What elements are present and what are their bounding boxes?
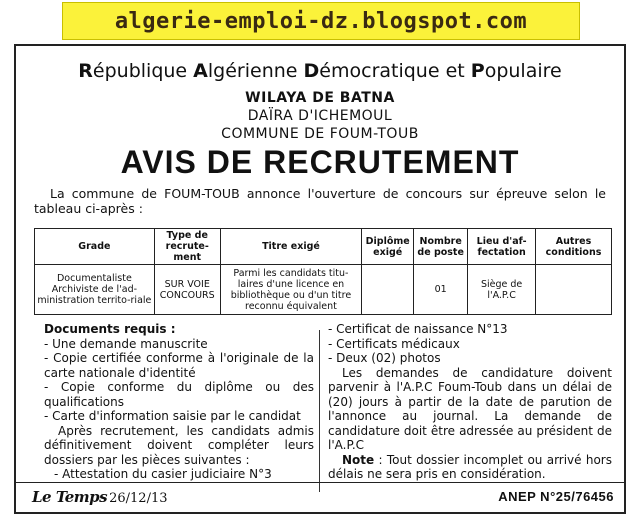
cell-autres xyxy=(536,265,612,315)
list-item: - Certificats médicaux xyxy=(328,336,460,351)
list-item: - Copie certifiée conforme à l'originale de la carte nationale d'identité xyxy=(44,351,314,380)
documents-title: Documents requis : xyxy=(44,322,176,336)
announcement-frame xyxy=(14,44,626,514)
conditions-column xyxy=(328,322,612,482)
col-header-titre: Titre exigé xyxy=(220,229,362,265)
publication-date: 26/12/13 xyxy=(109,491,168,506)
site-url: algerie-emploi-dz.blogspot.com xyxy=(114,8,528,34)
commune-heading: COMMUNE DE FOUM-TOUB xyxy=(221,126,419,142)
list-item: - Deux (02) photos xyxy=(328,351,441,365)
col-header-type: Type de recrute-ment xyxy=(154,229,220,265)
cell-diplome xyxy=(362,265,414,315)
list-item: - Carte d'information saisie par le candidat xyxy=(44,409,301,423)
table-header-row xyxy=(35,229,612,265)
cell-lieu: Siège de l'A.P.C xyxy=(468,265,536,315)
newspaper-logo: Le Temps xyxy=(32,488,108,506)
cell-grade: Documentaliste Archiviste de l'ad-ministration territo-riale xyxy=(35,265,155,315)
col-header-lieu: Lieu d'af-fectation xyxy=(468,229,536,265)
table-row xyxy=(35,265,612,315)
recruitment-table xyxy=(34,228,612,315)
list-item: - Copie conforme du diplôme ou des qualifications xyxy=(44,380,314,409)
wilaya-heading: WILAYA DE BATNA xyxy=(245,90,395,106)
col-header-diplome: Diplôme exigé xyxy=(362,229,414,265)
cell-type: SUR VOIE CONCOURS xyxy=(154,265,220,315)
cell-titre: Parmi les candidats titu-laires d'une licence en bibliothèque ou d'un titre reconnu équivalent xyxy=(220,265,362,315)
note-label: Note xyxy=(342,452,375,467)
list-item: - Une demande manuscrite xyxy=(44,336,208,351)
note-text: : Tout dossier incomplet ou arrivé hors délais ne sera pris en considération. xyxy=(328,452,612,481)
daira-heading: DAÏRA D'ICHEMOUL xyxy=(247,108,393,124)
col-header-grade: Grade xyxy=(35,229,155,265)
footer-divider xyxy=(16,482,624,483)
page-title: AVIS DE RECRUTEMENT xyxy=(120,144,520,180)
col-header-autres: Autres conditions xyxy=(536,229,612,265)
col-header-nombre: Nombre de poste xyxy=(414,229,468,265)
republic-heading: République Algérienne Démocratique et Populaire xyxy=(78,60,562,82)
anep-reference: ANEP N°25/76456 xyxy=(498,489,614,504)
documents-column xyxy=(44,322,314,482)
column-divider xyxy=(319,330,320,492)
deadline-paragraph: Les demandes de candidature doivent parvenir à l'A.P.C Foum-Toub dans un délai de (20) jours à partir de la date de parution de l'annonce au journal. La demande de candidature doit être adressée au président de l'A.P.C xyxy=(328,365,612,452)
note-paragraph xyxy=(328,453,612,482)
list-item: - Certificat de naissance N°13 xyxy=(328,322,508,336)
intro-paragraph: La commune de FOUM-TOUB annonce l'ouverture de concours sur épreuve selon le tableau ci-après : xyxy=(34,186,606,216)
cell-nombre: 01 xyxy=(414,265,468,315)
list-item: - Attestation du casier judiciaire N°3 xyxy=(54,467,272,481)
newspaper-credit xyxy=(32,488,168,506)
site-banner xyxy=(62,2,580,40)
after-recruitment-paragraph: Après recrutement, les candidats admis définitivement doivent compléter leurs dossiers par les pièces suivantes : xyxy=(44,423,314,467)
